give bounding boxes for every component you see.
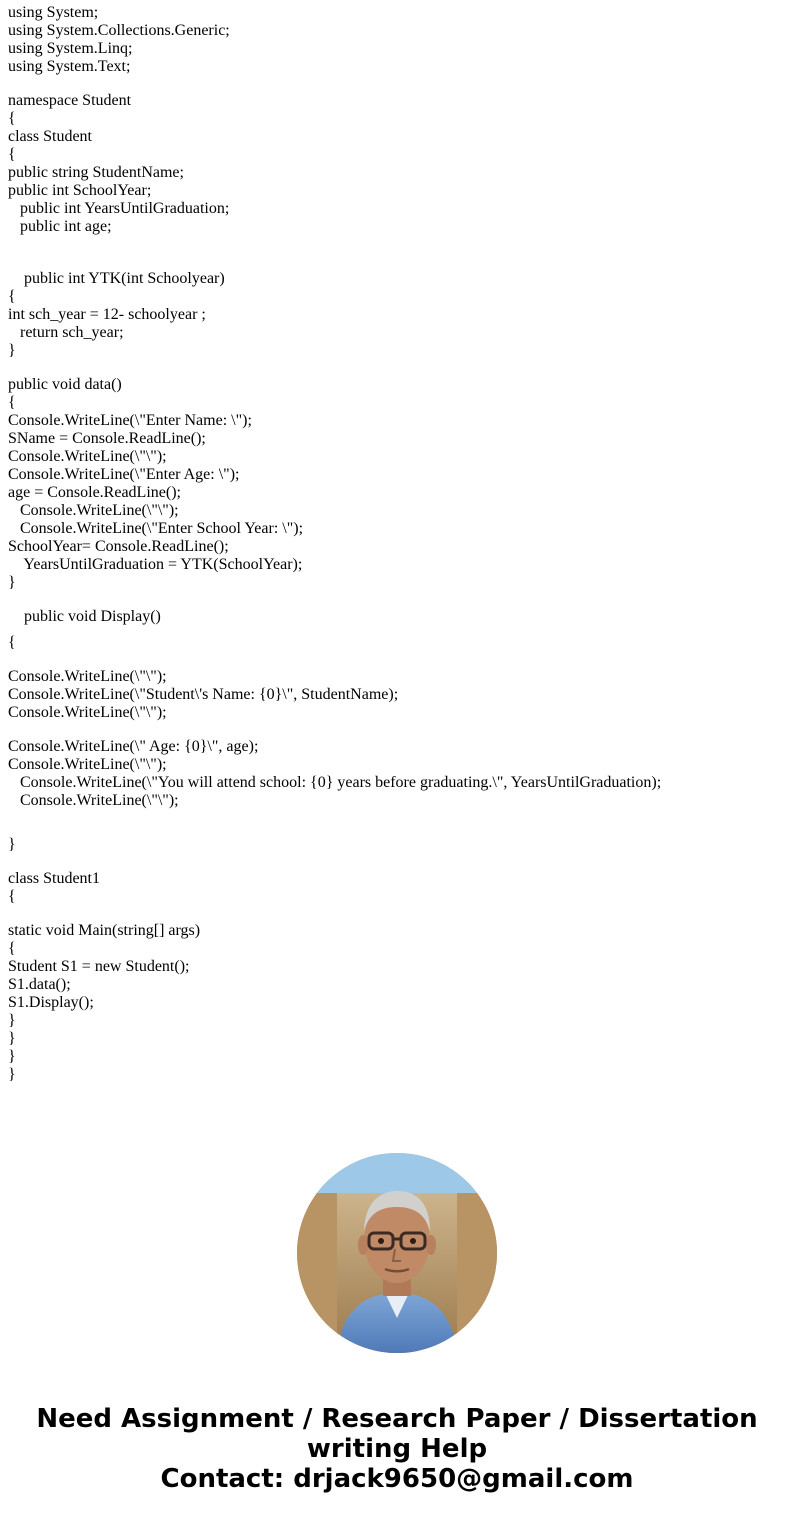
code-line: Console.WriteLine(\"Enter Age: \"); <box>8 466 240 483</box>
code-line: class Student <box>8 128 92 145</box>
code-line: age = Console.ReadLine(); <box>8 484 181 501</box>
code-line: Console.WriteLine(\"Enter School Year: \"); <box>8 520 304 537</box>
code-line: namespace Student <box>8 92 132 109</box>
code-line <box>8 626 788 634</box>
code-line: Console.WriteLine(\"\"); <box>8 792 179 809</box>
code-line: Student S1 = new Student(); <box>8 958 190 975</box>
code-line: public int SchoolYear; <box>8 182 152 199</box>
code-line: using System.Linq; <box>8 40 133 57</box>
code-line: int sch_year = 12- schoolyear ; <box>8 306 206 323</box>
code-line: Console.WriteLine(\"\"); <box>8 668 167 685</box>
promo-line-3: Contact: drjack9650@gmail.com <box>160 1464 634 1494</box>
code-line: Console.WriteLine(\"You will attend school: {0} years before graduating.\", YearsUntilGraduation); <box>8 774 662 791</box>
promo-line-2: writing Help <box>306 1434 488 1464</box>
code-line: static void Main(string[] args) <box>8 922 201 939</box>
code-line: public void Display() <box>8 608 161 625</box>
code-line: { <box>8 940 16 957</box>
code-line: { <box>8 888 16 905</box>
code-line: Console.WriteLine(\" Age: {0}\", age); <box>8 738 259 755</box>
code-line: } <box>8 342 16 359</box>
code-line: Console.WriteLine(\"\"); <box>8 448 167 465</box>
code-line <box>8 592 788 608</box>
code-line <box>8 906 788 922</box>
code-line: public int YearsUntilGraduation; <box>8 200 230 217</box>
promo-line-1: Need Assignment / Research Paper / Dissertation <box>36 1404 758 1434</box>
code-line <box>8 722 788 738</box>
code-line: Console.WriteLine(\"\"); <box>8 704 167 721</box>
code-line <box>8 236 788 270</box>
code-line <box>8 810 788 836</box>
code-line: Console.WriteLine(\"Enter Name: \"); <box>8 412 252 429</box>
code-line: S1.data(); <box>8 976 71 993</box>
author-avatar <box>297 1153 497 1353</box>
code-line: public int age; <box>8 218 112 235</box>
code-line: using System; <box>8 4 99 21</box>
code-line: public void data() <box>8 376 122 393</box>
code-line: SName = Console.ReadLine(); <box>8 430 206 447</box>
code-line: S1.Display(); <box>8 994 94 1011</box>
code-line <box>8 854 788 870</box>
code-line: { <box>8 634 16 651</box>
code-line: using System.Collections.Generic; <box>8 22 230 39</box>
promo-banner <box>0 1404 794 1494</box>
code-line: } <box>8 1048 16 1065</box>
code-line: } <box>8 836 16 853</box>
person-photo-icon <box>297 1153 497 1353</box>
code-line: class Student1 <box>8 870 100 887</box>
code-line: { <box>8 146 16 163</box>
code-line: { <box>8 110 16 127</box>
code-line: public string StudentName; <box>8 164 184 181</box>
code-line <box>8 360 788 376</box>
code-listing <box>8 4 788 1084</box>
code-line: SchoolYear= Console.ReadLine(); <box>8 538 229 555</box>
code-line: } <box>8 1066 16 1083</box>
code-line: using System.Text; <box>8 58 131 75</box>
code-line: Console.WriteLine(\"\"); <box>8 502 179 519</box>
code-line: } <box>8 1012 16 1029</box>
code-line: Console.WriteLine(\"\"); <box>8 756 167 773</box>
code-line: { <box>8 394 16 411</box>
code-line: } <box>8 574 16 591</box>
code-line: } <box>8 1030 16 1047</box>
code-line <box>8 652 788 668</box>
code-line: YearsUntilGraduation = YTK(SchoolYear); <box>8 556 303 573</box>
code-line: public int YTK(int Schoolyear) <box>8 270 225 287</box>
code-line: return sch_year; <box>8 324 124 341</box>
code-line: { <box>8 288 16 305</box>
code-line: Console.WriteLine(\"Student\'s Name: {0}\", StudentName); <box>8 686 399 703</box>
code-line <box>8 76 788 92</box>
